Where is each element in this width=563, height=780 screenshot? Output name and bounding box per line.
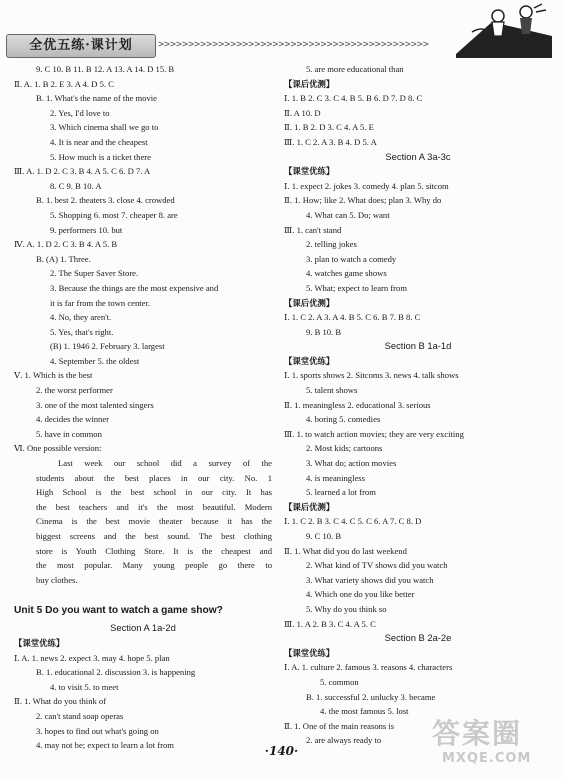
essay-line: the most popular. Many young people go there to xyxy=(36,560,272,571)
answer-line: 9. C 10. B xyxy=(306,531,342,541)
answer-line: B. (A) 1. Three. xyxy=(36,253,91,264)
section-bracket-heading: 【课堂优练】 xyxy=(284,355,335,366)
answer-line: Ⅱ. 1. What did you do last weekend xyxy=(284,545,407,556)
essay-line: buy clothes. xyxy=(36,574,78,585)
watermark-url: MXQE.COM xyxy=(442,751,532,766)
answer-line: 2. What kind of TV shows did you watch xyxy=(306,560,448,571)
section-bracket-heading: 【课后优测】 xyxy=(284,297,335,308)
essay-line: High School is the best school in our city. It has xyxy=(36,487,272,498)
answer-line: it is far from the town center. xyxy=(50,297,150,308)
section-bracket-heading: 【课后优测】 xyxy=(284,78,335,89)
answer-line: Ⅰ. 1. C 2. A 3. A 4. B 5. C 6. B 7. B 8. C xyxy=(284,312,421,323)
page-header xyxy=(0,0,563,62)
answer-line: 5. What; expect to learn from xyxy=(306,282,408,293)
answer-line: Ⅱ. A. 1. B 2. E 3. A 4. D 5. C xyxy=(14,78,114,89)
answer-line: 2. telling jokes xyxy=(306,239,357,250)
answer-line: Ⅰ. 1. C 2. B 3. C 4. C 5. C 6. A 7. C 8. D xyxy=(284,516,422,527)
answer-line: Ⅰ. 1. sports shows 2. Sitcoms 3. news 4. talk shows xyxy=(284,370,459,381)
answer-line: Ⅲ. 1. to watch action movies; they are very exciting xyxy=(284,428,464,439)
answer-line: 3. What variety shows did you watch xyxy=(306,574,434,585)
answer-line: Ⅵ. One possible version: xyxy=(14,443,102,454)
section-heading: Section A 3a-3c xyxy=(385,150,451,162)
section-bracket-heading: 【课后优测】 xyxy=(284,501,335,512)
answer-line: Ⅴ. 1. Which is the best xyxy=(14,370,93,381)
answer-line: Ⅰ. A. 1. culture 2. famous 3. reasons 4. characters xyxy=(284,662,453,673)
cartoon-kids-icon xyxy=(452,2,556,60)
answer-line: 3. plan to watch a comedy xyxy=(306,253,397,264)
watermark-logo xyxy=(432,716,560,776)
answer-line: Ⅲ. A. 1. D 2. C 3. B 4. A 5. C 6. D 7. A xyxy=(14,166,151,177)
section-bracket-heading: 【课堂优练】 xyxy=(284,647,335,658)
section-heading: Section B 1a-1d xyxy=(384,340,452,352)
answer-line: Ⅱ. 1. meaningless 2. educational 3. serious xyxy=(284,399,431,410)
answer-line: 4. It is near and the cheapest xyxy=(50,136,148,147)
essay-line: the best teachers and it's the most beautiful. Modern xyxy=(36,501,272,512)
answer-line: Ⅱ. 1. One of the main reasons is xyxy=(284,720,395,731)
answer-line: 5. Yes, that's right. xyxy=(50,326,114,337)
answer-line: Ⅳ. A. 1. D 2. C 3. B 4. A 5. B xyxy=(14,239,118,250)
answer-line: 5. talent shows xyxy=(306,385,358,396)
answer-line: 2. The Super Saver Store. xyxy=(50,268,139,279)
answer-line: 3. What do; action movies xyxy=(306,458,397,469)
answer-line: 5. Shopping 6. most 7. cheaper 8. are xyxy=(50,209,178,220)
answer-line: 2. can't stand soap operas xyxy=(36,710,124,721)
left-answer-column xyxy=(14,62,272,753)
answer-line: Ⅱ. 1. How; like 2. What does; plan 3. Why do xyxy=(284,195,442,206)
answer-line: 2. are always ready to xyxy=(306,735,382,746)
answer-line: 9. B 10. B xyxy=(306,326,342,337)
answer-line: 4. watches game shows xyxy=(306,268,387,279)
answer-line: Ⅱ. 1. B 2. D 3. C 4. A 5. E xyxy=(284,122,374,133)
answer-line: 9. performers 10. but xyxy=(50,224,123,235)
answer-line: 4. may not be; expect to learn a lot from xyxy=(36,740,174,751)
answer-line: Ⅲ. 1. C 2. A 3. B 4. D 5. A xyxy=(284,136,377,147)
section-heading: Section A 1a-2d xyxy=(110,622,176,634)
section-bracket-heading: 【课堂优练】 xyxy=(284,166,335,177)
answer-line: 4. What can 5. Do; want xyxy=(306,209,390,220)
page-number: ·140· xyxy=(264,744,299,758)
answer-line: 9. C 10. B 11. B 12. A 13. A 14. D 15. B xyxy=(36,64,175,74)
answer-line: 5. Why do you think so xyxy=(306,603,387,614)
answer-line: 4. the most famous 5. lost xyxy=(320,706,409,717)
section-bracket-heading: 【课堂优练】 xyxy=(14,637,65,648)
essay-line: students about the best places in our city. No. 1 xyxy=(36,472,272,483)
answer-line: 8. C 9. B 10. A xyxy=(50,180,102,191)
essay-line: Cinema is the best movie theater because it has the xyxy=(36,516,272,527)
answer-line: 3. one of the most talented singers xyxy=(36,399,154,410)
answer-line: Ⅲ. 1. can't stand xyxy=(284,224,342,235)
answer-line: 2. Yes, I'd love to xyxy=(50,107,110,118)
unit-heading: Unit 5 Do you want to watch a game show? xyxy=(14,605,223,617)
answer-line: 3. Which cinema shall we go to xyxy=(50,122,159,133)
answer-line: 5. How much is a ticket there xyxy=(50,151,151,162)
answer-line: B. 1. best 2. theaters 3. close 4. crowded xyxy=(36,195,175,206)
answer-line: 4. No, they aren't. xyxy=(50,312,112,323)
answer-line: B. 1. What's the name of the movie xyxy=(36,93,157,104)
answer-line: 3. hopes to find out what's going on xyxy=(36,725,159,736)
answer-line: 4. boring 5. comedies xyxy=(306,414,381,425)
answer-line: 4. is meaningless xyxy=(306,472,365,483)
section-heading: Section B 2a-2e xyxy=(384,632,452,644)
answer-line: B. 1. educational 2. discussion 3. is happening xyxy=(36,667,196,678)
answer-line: 4. to visit 5. to meet xyxy=(50,681,119,692)
watermark-main: 答案圈 xyxy=(432,717,523,750)
answer-line: 5. learned a lot from xyxy=(306,487,376,498)
answer-line: 4. Which one do you like better xyxy=(306,589,415,600)
answer-line: Ⅱ. 1. What do you think of xyxy=(14,696,107,707)
spacer xyxy=(14,587,272,595)
answer-line: Ⅰ. A. 1. news 2. expect 3. may 4. hope 5. plan xyxy=(14,652,170,663)
answer-line: Ⅱ. A 10. D xyxy=(284,107,321,118)
arrow-rule: >>>>>>>>>>>>>>>>>>>>>>>>>>>>>>>>>>>>>>>>>>>>> xyxy=(158,39,429,50)
answer-line: Ⅲ. 1. A 2. B 3. C 4. A 5. C xyxy=(284,618,376,629)
essay-line: biggest screens and the best sound. The best clothing xyxy=(36,531,272,541)
essay-line: store is Youth Clothing Store. It is the cheapest and xyxy=(36,545,272,556)
answer-line: (B) 1. 1946 2. February 3. largest xyxy=(50,341,165,352)
answer-line: 4. September 5. the oldest xyxy=(50,355,140,366)
answer-line: 3. Because the things are the most expensive and xyxy=(50,282,219,293)
answer-line: 4. decides the winner xyxy=(36,414,110,425)
answer-line: 5. common xyxy=(320,676,359,687)
answer-line: Ⅰ. 1. expect 2. jokes 3. comedy 4. plan 5. sitcom xyxy=(284,180,449,191)
answer-line: 5. have in common xyxy=(36,428,102,439)
answer-line: 5. are more educational than xyxy=(306,64,404,74)
essay-line: Last week our school did a survey of the xyxy=(58,458,272,469)
answer-line: B. 1. successful 2. unlucky 3. became xyxy=(306,691,436,702)
series-banner: 全优五练·课计划 xyxy=(6,34,156,58)
answer-line: Ⅰ. 1. B 2. C 3. C 4. B 5. B 6. D 7. D 8. C xyxy=(284,93,423,104)
answer-line: 2. Most kids; cartoons xyxy=(306,443,383,454)
right-answer-column xyxy=(284,62,552,748)
answer-line: 2. the worst performer xyxy=(36,385,113,396)
